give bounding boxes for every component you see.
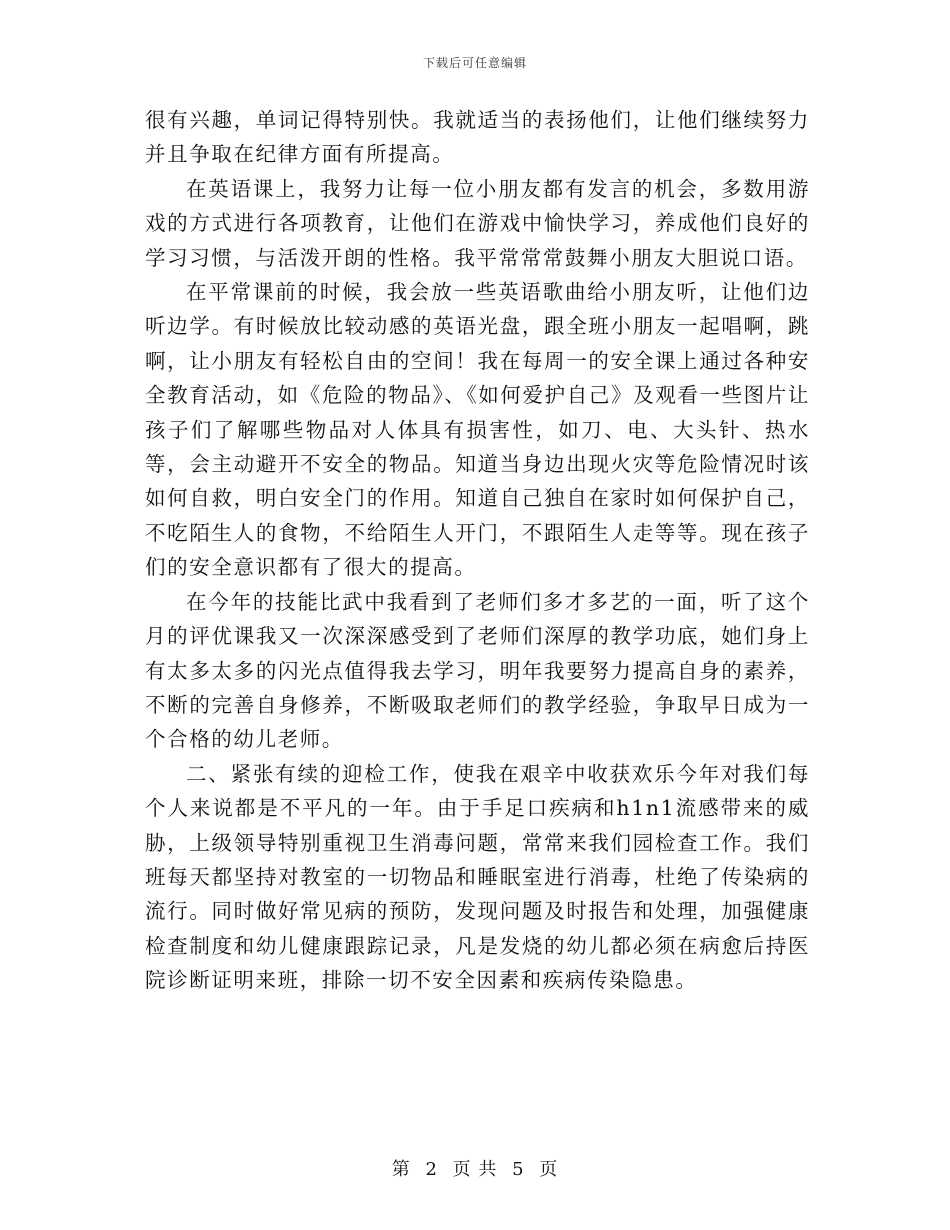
footer-total-pages: 5 bbox=[512, 1159, 525, 1180]
footer-suffix: 页 bbox=[539, 1159, 559, 1180]
footer-middle: 页 共 bbox=[452, 1159, 498, 1180]
document-body bbox=[145, 103, 810, 998]
paragraph: 在英语课上，我努力让每一位小朋友都有发言的机会，多数用游戏的方式进行各项教育，让他们在游戏中愉快学习，养成他们良好的学习习惯，与活泼开朗的性格。我平常常常鼓舞小朋友大胆说口语。 bbox=[145, 176, 810, 270]
footer-prefix: 第 bbox=[391, 1159, 411, 1180]
footer-page-number: 2 bbox=[425, 1159, 438, 1180]
paragraph: 在今年的技能比武中我看到了老师们多才多艺的一面，听了这个月的评优课我又一次深深感受到了老师们深厚的教学功底，她们身上有太多太多的闪光点值得我去学习，明年我要努力提高自身的素养，不断的完善自身修养，不断吸取老师们的教学经验，争取早日成为一个合格的幼儿老师。 bbox=[145, 589, 810, 752]
paragraph: 在平常课前的时候，我会放一些英语歌曲给小朋友听，让他们边听边学。有时候放比较动感的英语光盘，跟全班小朋友一起唱啊，跳啊，让小朋友有轻松自由的空间！我在每周一的安全课上通过各种安全教育活动，如《危险的物品》、《如何爱护自己》及观看一些图片让孩子们了解哪些物品对人体具有损害性，如刀、电、大头针、热水等，会主动避开不安全的物品。知道当身边出现火灾等危险情况时该如何自救，明白安全门的作用。知道自己独自在家时如何保护自己，不吃陌生人的食物，不给陌生人开门，不跟陌生人走等等。现在孩子们的安全意识都有了很大的提高。 bbox=[145, 280, 810, 580]
page-footer bbox=[0, 1155, 950, 1181]
paragraph: 二、紧张有续的迎检工作，使我在艰辛中收获欢乐今年对我们每个人来说都是不平凡的一年。由于手足口疾病和h1n1流感带来的威胁，上级领导特别重视卫生消毒问题，常常来我们园检查工作。我们班每天都坚持对教室的一切物品和睡眠室进行消毒，杜绝了传染病的流行。同时做好常见病的预防，发现问题及时报告和处理，加强健康检查制度和幼儿健康跟踪记录，凡是发烧的幼儿都必须在病愈后持医院诊断证明来班，排除一切不安全因素和疾病传染隐患。 bbox=[145, 761, 810, 993]
paragraph: 很有兴趣，单词记得特别快。我就适当的表扬他们，让他们继续努力并且争取在纪律方面有所提高。 bbox=[145, 108, 810, 167]
page-header: 下载后可任意编辑 bbox=[422, 56, 527, 70]
